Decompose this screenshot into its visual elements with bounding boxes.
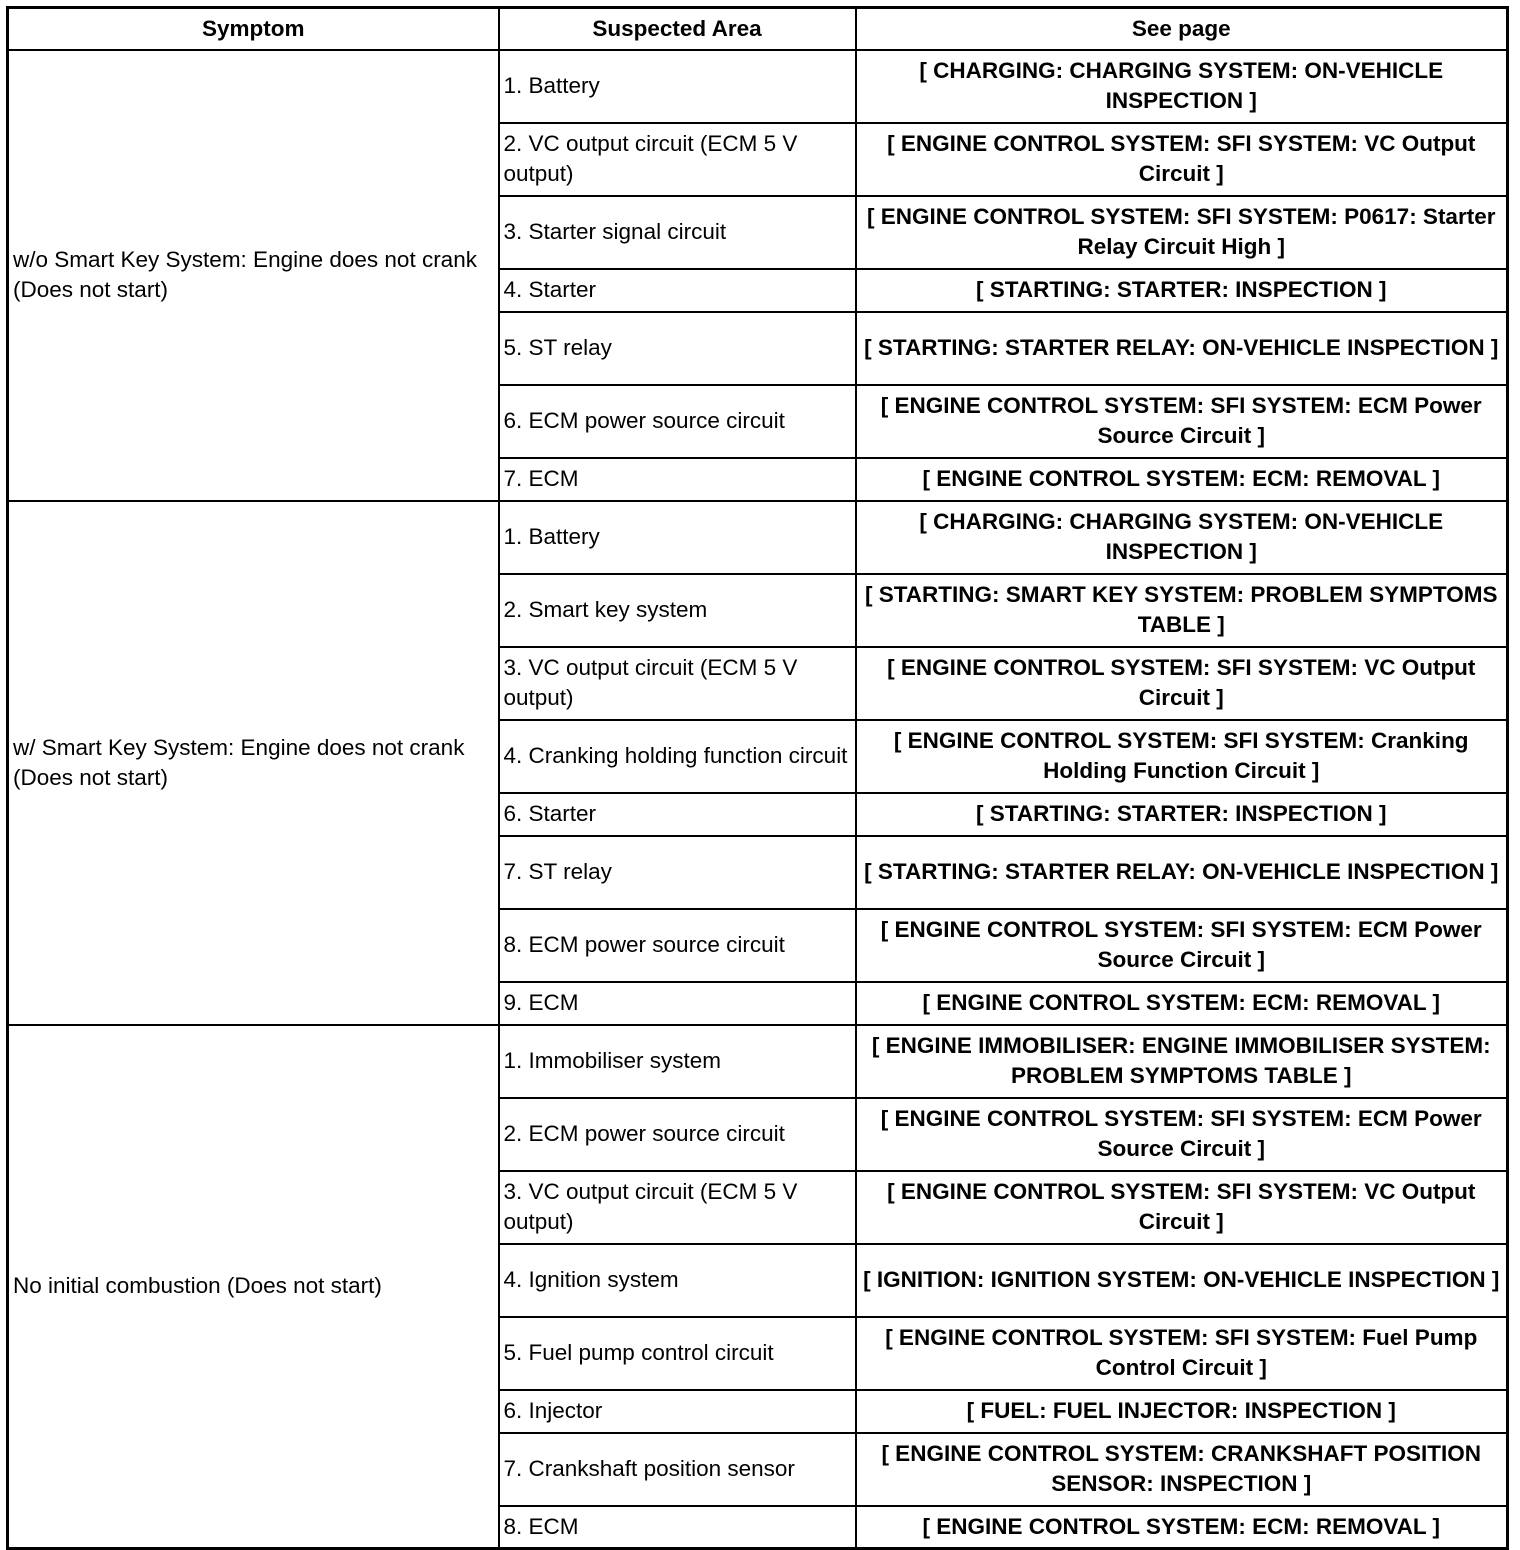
suspected-area-cell: 4. Ignition system — [499, 1244, 856, 1317]
suspected-area-cell: 6. ECM power source circuit — [499, 385, 856, 458]
suspected-area-cell: 9. ECM — [499, 982, 856, 1025]
see-page-link[interactable]: [ CHARGING: CHARGING SYSTEM: ON-VEHICLE INSPECTION ] — [856, 50, 1508, 123]
see-page-link[interactable]: [ ENGINE CONTROL SYSTEM: SFI SYSTEM: Cranking Holding Function Circuit ] — [856, 720, 1508, 793]
symptom-cell: No initial combustion (Does not start) — [8, 1025, 499, 1549]
suspected-area-cell: 4. Starter — [499, 269, 856, 312]
suspected-area-cell: 7. ST relay — [499, 836, 856, 909]
see-page-link[interactable]: [ ENGINE CONTROL SYSTEM: SFI SYSTEM: ECM Power Source Circuit ] — [856, 1098, 1508, 1171]
table-row — [8, 501, 1508, 574]
suspected-area-cell: 3. Starter signal circuit — [499, 196, 856, 269]
see-page-link[interactable]: [ ENGINE CONTROL SYSTEM: ECM: REMOVAL ] — [856, 1506, 1508, 1549]
see-page-link[interactable]: [ ENGINE CONTROL SYSTEM: SFI SYSTEM: VC Output Circuit ] — [856, 1171, 1508, 1244]
table-row — [8, 50, 1508, 123]
see-page-link[interactable]: [ STARTING: SMART KEY SYSTEM: PROBLEM SYMPTOMS TABLE ] — [856, 574, 1508, 647]
see-page-link[interactable]: [ CHARGING: CHARGING SYSTEM: ON-VEHICLE INSPECTION ] — [856, 501, 1508, 574]
header-symptom: Symptom — [8, 8, 499, 50]
see-page-link[interactable]: [ IGNITION: IGNITION SYSTEM: ON-VEHICLE INSPECTION ] — [856, 1244, 1508, 1317]
suspected-area-cell: 8. ECM — [499, 1506, 856, 1549]
suspected-area-cell: 6. Starter — [499, 793, 856, 836]
suspected-area-cell: 1. Battery — [499, 50, 856, 123]
see-page-link[interactable]: [ STARTING: STARTER: INSPECTION ] — [856, 793, 1508, 836]
symptom-cell: w/o Smart Key System: Engine does not crank (Does not start) — [8, 50, 499, 501]
see-page-link[interactable]: [ ENGINE CONTROL SYSTEM: SFI SYSTEM: Fuel Pump Control Circuit ] — [856, 1317, 1508, 1390]
suspected-area-cell: 5. ST relay — [499, 312, 856, 385]
suspected-area-cell: 4. Cranking holding function circuit — [499, 720, 856, 793]
see-page-link[interactable]: [ STARTING: STARTER RELAY: ON-VEHICLE INSPECTION ] — [856, 312, 1508, 385]
see-page-link[interactable]: [ ENGINE CONTROL SYSTEM: SFI SYSTEM: VC Output Circuit ] — [856, 123, 1508, 196]
suspected-area-cell: 1. Immobiliser system — [499, 1025, 856, 1098]
see-page-link[interactable]: [ ENGINE CONTROL SYSTEM: ECM: REMOVAL ] — [856, 458, 1508, 501]
header-see-page: See page — [856, 8, 1508, 50]
suspected-area-cell: 7. Crankshaft position sensor — [499, 1433, 856, 1506]
table-row — [8, 1025, 1508, 1098]
see-page-link[interactable]: [ ENGINE CONTROL SYSTEM: SFI SYSTEM: ECM Power Source Circuit ] — [856, 385, 1508, 458]
symptom-cell: w/ Smart Key System: Engine does not crank (Does not start) — [8, 501, 499, 1025]
suspected-area-cell: 5. Fuel pump control circuit — [499, 1317, 856, 1390]
header-suspected-area: Suspected Area — [499, 8, 856, 50]
see-page-link[interactable]: [ ENGINE CONTROL SYSTEM: CRANKSHAFT POSITION SENSOR: INSPECTION ] — [856, 1433, 1508, 1506]
suspected-area-cell: 8. ECM power source circuit — [499, 909, 856, 982]
see-page-link[interactable]: [ STARTING: STARTER: INSPECTION ] — [856, 269, 1508, 312]
see-page-link[interactable]: [ STARTING: STARTER RELAY: ON-VEHICLE INSPECTION ] — [856, 836, 1508, 909]
suspected-area-cell: 2. VC output circuit (ECM 5 V output) — [499, 123, 856, 196]
suspected-area-cell: 2. ECM power source circuit — [499, 1098, 856, 1171]
see-page-link[interactable]: [ FUEL: FUEL INJECTOR: INSPECTION ] — [856, 1390, 1508, 1433]
see-page-link[interactable]: [ ENGINE CONTROL SYSTEM: SFI SYSTEM: P0617: Starter Relay Circuit High ] — [856, 196, 1508, 269]
suspected-area-cell: 2. Smart key system — [499, 574, 856, 647]
suspected-area-cell: 6. Injector — [499, 1390, 856, 1433]
see-page-link[interactable]: [ ENGINE CONTROL SYSTEM: SFI SYSTEM: VC Output Circuit ] — [856, 647, 1508, 720]
see-page-link[interactable]: [ ENGINE CONTROL SYSTEM: ECM: REMOVAL ] — [856, 982, 1508, 1025]
suspected-area-cell: 3. VC output circuit (ECM 5 V output) — [499, 647, 856, 720]
problem-symptoms-table — [6, 6, 1509, 1550]
suspected-area-cell: 7. ECM — [499, 458, 856, 501]
suspected-area-cell: 3. VC output circuit (ECM 5 V output) — [499, 1171, 856, 1244]
see-page-link[interactable]: [ ENGINE CONTROL SYSTEM: SFI SYSTEM: ECM Power Source Circuit ] — [856, 909, 1508, 982]
header-row — [8, 8, 1508, 50]
suspected-area-cell: 1. Battery — [499, 501, 856, 574]
see-page-link[interactable]: [ ENGINE IMMOBILISER: ENGINE IMMOBILISER SYSTEM: PROBLEM SYMPTOMS TABLE ] — [856, 1025, 1508, 1098]
